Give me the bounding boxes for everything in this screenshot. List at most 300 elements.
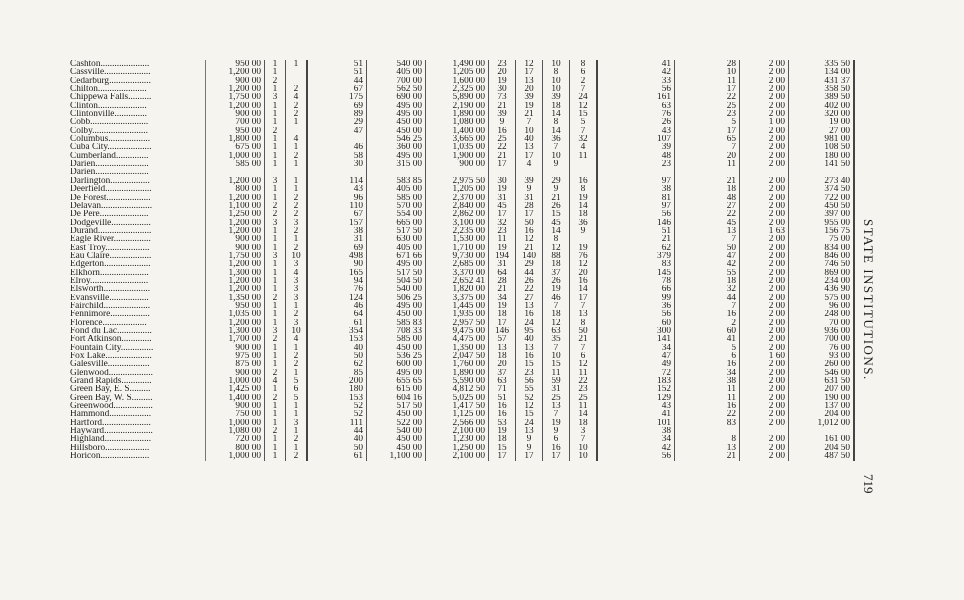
table-cell: 18 <box>489 310 516 318</box>
table-cell: 76 <box>597 110 675 118</box>
table-cell: 5,025 00 <box>426 394 489 402</box>
table-cell: 2 00 <box>740 410 789 418</box>
table-cell: 1 63 <box>740 227 789 235</box>
table-cell: 39 <box>543 93 570 101</box>
town-name-cell: Greenwood................. <box>68 402 206 410</box>
table-cell: 1 <box>265 319 286 327</box>
town-name-cell: Durand....................... <box>68 227 206 235</box>
table-cell: 16 <box>516 352 543 360</box>
table-body <box>68 60 854 461</box>
table-cell: 1,100 00 <box>367 452 426 460</box>
table-cell: 99 <box>597 294 675 302</box>
table-cell: 1 <box>265 194 286 202</box>
table-cell: 2 00 <box>740 327 789 335</box>
table-cell: 1 <box>265 143 286 151</box>
table-cell: 9 <box>570 227 598 235</box>
table-cell: 16 <box>675 310 740 318</box>
town-name-cell: Delavan...................... <box>68 202 206 210</box>
table-cell: 1,200 00 <box>206 68 265 76</box>
town-name-cell: Glenwood................... <box>68 369 206 377</box>
table-cell: 3 <box>265 252 286 260</box>
table-cell: 1,200 00 <box>206 277 265 285</box>
table-cell: 40 <box>307 435 367 443</box>
table-cell: 834 00 <box>789 244 855 252</box>
table-cell: 506 25 <box>367 294 426 302</box>
table-cell: 540 00 <box>367 427 426 435</box>
table-cell: 34 <box>675 369 740 377</box>
table-cell: 50 <box>516 219 543 227</box>
table-cell: 13 <box>675 444 740 452</box>
table-cell <box>597 168 675 176</box>
table-cell: 194 <box>489 252 516 260</box>
table-cell: 60 <box>597 319 675 327</box>
table-cell: 61 <box>307 319 367 327</box>
table-cell: 800 00 <box>206 185 265 193</box>
town-name-cell: Fox Lake.................... <box>68 352 206 360</box>
town-name-cell: Clinton..................... <box>68 102 206 110</box>
table-cell: 17 <box>516 210 543 218</box>
table-row <box>68 68 854 76</box>
table-cell: 2 <box>286 110 308 118</box>
table-cell: 42 <box>597 444 675 452</box>
table-cell: 90 <box>307 260 367 268</box>
table-cell: 562 50 <box>367 85 426 93</box>
town-name-cell: Fond du Lac............... <box>68 327 206 335</box>
table-cell: 9 <box>516 435 543 443</box>
table-cell: 23 <box>516 369 543 377</box>
table-cell: 2 00 <box>740 252 789 260</box>
table-cell: 51 <box>597 227 675 235</box>
table-cell: 50 <box>675 244 740 252</box>
table-cell: 37 <box>543 269 570 277</box>
table-cell: 27 <box>675 202 740 210</box>
table-cell: 39 <box>597 143 675 151</box>
table-cell: 2 <box>286 194 308 202</box>
table-cell: 15 <box>516 410 543 418</box>
table-cell: 93 00 <box>789 352 855 360</box>
table-cell: 2 00 <box>740 385 789 393</box>
table-cell: 13 <box>516 427 543 435</box>
table-row <box>68 419 854 427</box>
table-row <box>68 335 854 343</box>
table-cell: 31 <box>307 235 367 243</box>
table-cell: 78 <box>597 277 675 285</box>
table-cell: 40 <box>516 335 543 343</box>
table-cell: 60 <box>675 327 740 335</box>
table-cell: 405 00 <box>367 68 426 76</box>
town-name-cell: Darien....................... <box>68 160 206 168</box>
table-cell: 21 <box>570 335 598 343</box>
table-cell: 12 <box>570 260 598 268</box>
table-cell: 44 <box>307 77 367 85</box>
table-cell: 2 00 <box>740 369 789 377</box>
table-cell: 575 00 <box>789 294 855 302</box>
table-cell: 50 <box>570 327 598 335</box>
table-cell: 24 <box>570 93 598 101</box>
table-cell: 161 <box>597 93 675 101</box>
table-row <box>68 269 854 277</box>
table-row <box>68 110 854 118</box>
table-cell: 1 <box>286 235 308 243</box>
table-cell: 700 00 <box>789 335 855 343</box>
table-cell: 950 00 <box>206 60 265 68</box>
town-name-cell: Florence................... <box>68 319 206 327</box>
town-name-cell: Elroy......................... <box>68 277 206 285</box>
table-cell: 495 00 <box>367 102 426 110</box>
table-cell: 2 00 <box>740 452 789 460</box>
table-cell: 1 <box>265 85 286 93</box>
table-row <box>68 219 854 227</box>
table-cell: 146 <box>597 219 675 227</box>
table-cell: 604 16 <box>367 394 426 402</box>
table-cell: 39 <box>516 93 543 101</box>
table-cell: 9 <box>516 444 543 452</box>
table-cell: 200 <box>307 377 367 385</box>
town-name-cell: Fennimore................. <box>68 310 206 318</box>
table-cell: 94 <box>307 277 367 285</box>
table-row <box>68 135 854 143</box>
table-cell: 10 <box>543 152 570 160</box>
table-cell: 146 <box>489 327 516 335</box>
table-cell: 161 00 <box>789 435 855 443</box>
table-cell: 450 00 <box>367 410 426 418</box>
table-cell: 10 <box>570 452 598 460</box>
table-cell <box>516 168 543 176</box>
table-cell: 1 <box>265 402 286 410</box>
table-cell: 675 00 <box>206 143 265 151</box>
table-cell: 1,890 00 <box>426 369 489 377</box>
table-row <box>68 394 854 402</box>
table-cell: 2,100 00 <box>426 452 489 460</box>
table-cell: 51 <box>307 60 367 68</box>
table-cell: 16 <box>489 410 516 418</box>
table-cell: 76 <box>570 252 598 260</box>
table-cell: 1,890 00 <box>426 110 489 118</box>
table-cell: 16 <box>516 227 543 235</box>
table-cell: 20 <box>570 269 598 277</box>
table-cell: 1 <box>265 269 286 277</box>
table-cell: 18 <box>489 435 516 443</box>
table-row <box>68 127 854 135</box>
table-cell: 3,665 00 <box>426 135 489 143</box>
table-cell: 152 <box>597 385 675 393</box>
table-row <box>68 427 854 435</box>
table-cell: 44 <box>516 269 543 277</box>
table-cell: 690 00 <box>367 93 426 101</box>
table-cell: 153 <box>307 394 367 402</box>
table-cell: 8 <box>570 319 598 327</box>
town-name-cell: Highland.................... <box>68 435 206 443</box>
table-cell: 1 <box>265 260 286 268</box>
table-cell: 2 <box>265 369 286 377</box>
table-cell: 585 00 <box>367 194 426 202</box>
table-cell: 1,200 00 <box>206 194 265 202</box>
table-cell: 7 <box>675 143 740 151</box>
table-cell: 62 <box>597 244 675 252</box>
table-cell <box>740 427 789 435</box>
table-cell: 25 <box>570 394 598 402</box>
table-cell: 1 <box>265 435 286 443</box>
table-cell: 48 <box>675 194 740 202</box>
table-cell: 671 66 <box>367 252 426 260</box>
table-cell: 3 <box>286 260 308 268</box>
table-cell: 56 <box>597 85 675 93</box>
table-row <box>68 310 854 318</box>
table-cell: 498 <box>307 252 367 260</box>
table-cell: 75 00 <box>789 235 855 243</box>
table-cell: 1 <box>286 160 308 168</box>
table-cell: 43 <box>597 402 675 410</box>
table-cell: 431 37 <box>789 77 855 85</box>
table-cell: 3 <box>286 294 308 302</box>
table-cell: 47 <box>597 352 675 360</box>
table-cell: 10 <box>286 252 308 260</box>
table-row <box>68 152 854 160</box>
table-cell: 720 00 <box>206 435 265 443</box>
table-cell: 495 00 <box>367 110 426 118</box>
table-cell: 11 <box>570 402 598 410</box>
table-cell: 2 00 <box>740 285 789 293</box>
table-cell: 950 00 <box>206 302 265 310</box>
table-cell: 24 <box>516 319 543 327</box>
table-cell: 708 33 <box>367 327 426 335</box>
table-cell: 153 <box>307 335 367 343</box>
table-cell: 63 <box>543 327 570 335</box>
table-cell: 2 00 <box>740 127 789 135</box>
table-cell: 41 <box>597 410 675 418</box>
table-cell: 95 <box>516 327 543 335</box>
table-cell: 26 <box>543 202 570 210</box>
table-cell: 583 85 <box>367 177 426 185</box>
table-cell: 32 <box>570 135 598 143</box>
table-cell: 56 <box>597 310 675 318</box>
town-name-cell: De Pere..................... <box>68 210 206 218</box>
table-cell: 517 50 <box>367 402 426 410</box>
table-cell: 1 60 <box>740 352 789 360</box>
table-cell: 59 <box>543 377 570 385</box>
table-cell: 41 <box>597 60 675 68</box>
table-cell: 67 <box>307 85 367 93</box>
table-cell: 72 <box>597 369 675 377</box>
table-cell: 34 <box>597 344 675 352</box>
table-cell: 15 <box>543 210 570 218</box>
table-cell: 76 <box>307 285 367 293</box>
table-cell: 5,890 00 <box>426 93 489 101</box>
table-cell: 374 50 <box>789 185 855 193</box>
table-cell: 16 <box>543 444 570 452</box>
table-cell: 39 <box>516 177 543 185</box>
table-cell: 2 <box>286 102 308 110</box>
table-cell: 15 <box>516 360 543 368</box>
table-cell: 18 <box>675 185 740 193</box>
table-cell: 16 <box>570 277 598 285</box>
table-cell: 2,370 00 <box>426 194 489 202</box>
table-cell: 21 <box>489 152 516 160</box>
table-cell: 85 <box>307 369 367 377</box>
table-cell: 18 <box>543 310 570 318</box>
table-cell: 6 <box>570 352 598 360</box>
table-cell: 1 <box>265 419 286 427</box>
table-cell: 2 00 <box>740 143 789 151</box>
town-name-cell: Eagle River................ <box>68 235 206 243</box>
table-cell: 5 <box>675 344 740 352</box>
table-cell: 1,300 00 <box>206 327 265 335</box>
table-cell: 900 00 <box>206 402 265 410</box>
table-cell: 7 <box>570 302 598 310</box>
table-cell: 40 <box>307 344 367 352</box>
table-row <box>68 210 854 218</box>
table-cell: 207 00 <box>789 385 855 393</box>
table-cell: 1,200 00 <box>206 285 265 293</box>
table-cell: 2 <box>286 85 308 93</box>
table-cell: 450 00 <box>367 435 426 443</box>
table-cell: 9 <box>543 185 570 193</box>
table-cell: 1 <box>265 110 286 118</box>
table-cell: 3 <box>286 419 308 427</box>
table-cell: 61 <box>307 452 367 460</box>
town-name-cell: Cedarburg.................. <box>68 77 206 85</box>
table-cell: 89 <box>307 110 367 118</box>
table-cell: 11 <box>675 77 740 85</box>
table-cell: 21 <box>675 177 740 185</box>
table-cell: 397 00 <box>789 210 855 218</box>
table-cell <box>543 168 570 176</box>
table-cell: 11 <box>675 385 740 393</box>
table-cell: 69 <box>307 244 367 252</box>
table-cell: 2 00 <box>740 210 789 218</box>
table-cell: 1 <box>265 344 286 352</box>
town-name-cell: Evansville................. <box>68 294 206 302</box>
table-cell: 517 50 <box>367 227 426 235</box>
table-cell <box>570 168 598 176</box>
table-cell: 21 <box>543 194 570 202</box>
table-cell: 23 <box>570 385 598 393</box>
table-cell: 1 <box>265 277 286 285</box>
table-cell: 12 <box>543 244 570 252</box>
table-cell: 180 00 <box>789 152 855 160</box>
table-cell: 19 <box>570 194 598 202</box>
table-cell: 141 50 <box>789 160 855 168</box>
table-cell: 700 00 <box>367 77 426 85</box>
table-cell: 450 00 <box>367 310 426 318</box>
table-cell: 2 00 <box>740 394 789 402</box>
table-cell: 1,200 00 <box>206 85 265 93</box>
table-cell: 36 <box>543 135 570 143</box>
table-cell: 1 <box>286 143 308 151</box>
table-cell: 981 00 <box>789 135 855 143</box>
table-cell: 17 <box>675 127 740 135</box>
table-cell: 22 <box>675 410 740 418</box>
table-cell: 10 <box>543 60 570 68</box>
running-header: STATE INSTITUTIONS. <box>861 219 876 381</box>
page-number: 719 <box>861 474 876 494</box>
table-cell: 450 00 <box>367 118 426 126</box>
table-cell: 11 <box>543 369 570 377</box>
table-cell: 5 <box>675 118 740 126</box>
table-cell: 234 00 <box>789 277 855 285</box>
town-name-cell: Cashton..................... <box>68 60 206 68</box>
table-cell: 21 <box>489 102 516 110</box>
table-cell: 4 <box>286 335 308 343</box>
table-cell: 1,000 00 <box>206 152 265 160</box>
table-cell: 36 <box>570 219 598 227</box>
table-cell: 13 <box>570 310 598 318</box>
table-cell: 9 <box>543 427 570 435</box>
table-cell: 2,652 41 <box>426 277 489 285</box>
table-cell: 335 50 <box>789 60 855 68</box>
table-cell: 1,400 00 <box>206 394 265 402</box>
table-cell: 2,862 00 <box>426 210 489 218</box>
table-cell: 10 <box>543 85 570 93</box>
table-cell: 358 50 <box>789 85 855 93</box>
table-cell: 22 <box>675 93 740 101</box>
table-cell <box>307 135 367 143</box>
table-cell: 2 00 <box>740 77 789 85</box>
table-cell: 2 <box>265 394 286 402</box>
table-cell: 8 <box>543 235 570 243</box>
table-cell: 101 <box>597 419 675 427</box>
table-cell: 17 <box>489 319 516 327</box>
table-cell: 630 00 <box>367 235 426 243</box>
table-cell: 1,425 00 <box>206 385 265 393</box>
table-cell: 3 <box>265 93 286 101</box>
table-cell: 58 <box>307 152 367 160</box>
table-cell: 1 <box>286 402 308 410</box>
table-cell: 846 00 <box>789 252 855 260</box>
table-cell: 2 <box>286 452 308 460</box>
table-cell: 2 00 <box>740 110 789 118</box>
table-cell: 2 <box>265 202 286 210</box>
table-cell: 156 75 <box>789 227 855 235</box>
table-cell: 517 50 <box>367 269 426 277</box>
table-cell: 1 <box>265 185 286 193</box>
table-cell: 88 <box>543 252 570 260</box>
table-cell: 5,590 00 <box>426 377 489 385</box>
table-cell: 13 <box>516 143 543 151</box>
table-cell: 504 50 <box>367 277 426 285</box>
table-row <box>68 235 854 243</box>
table-cell: 27 00 <box>789 127 855 135</box>
table-cell: 3,370 00 <box>426 269 489 277</box>
table-cell: 28 <box>516 202 543 210</box>
table-cell: 23 <box>597 160 675 168</box>
table-cell: 19 <box>570 244 598 252</box>
table-cell: 124 <box>307 294 367 302</box>
table-cell: 28 <box>489 277 516 285</box>
table-cell: 3,375 00 <box>426 294 489 302</box>
table-cell: 1,035 00 <box>206 310 265 318</box>
table-cell: 19 00 <box>789 118 855 126</box>
table-cell: 18 <box>543 260 570 268</box>
table-cell: 2 <box>570 77 598 85</box>
table-cell: 900 00 <box>426 160 489 168</box>
town-name-cell: Colby........................ <box>68 127 206 135</box>
table-cell: 869 00 <box>789 269 855 277</box>
table-cell: 14 <box>570 285 598 293</box>
table-cell: 900 00 <box>206 344 265 352</box>
table-cell: 1,935 00 <box>426 310 489 318</box>
table-cell: 3 <box>286 219 308 227</box>
table-cell: 5 <box>286 394 308 402</box>
table-row <box>68 360 854 368</box>
table-cell: 320 00 <box>789 110 855 118</box>
table-cell: 4 <box>516 160 543 168</box>
table-cell: 2,957 50 <box>426 319 489 327</box>
table-cell: 1 <box>265 385 286 393</box>
table-cell: 18 <box>675 277 740 285</box>
table-cell: 1,200 00 <box>206 219 265 227</box>
table-cell: 2 00 <box>740 93 789 101</box>
